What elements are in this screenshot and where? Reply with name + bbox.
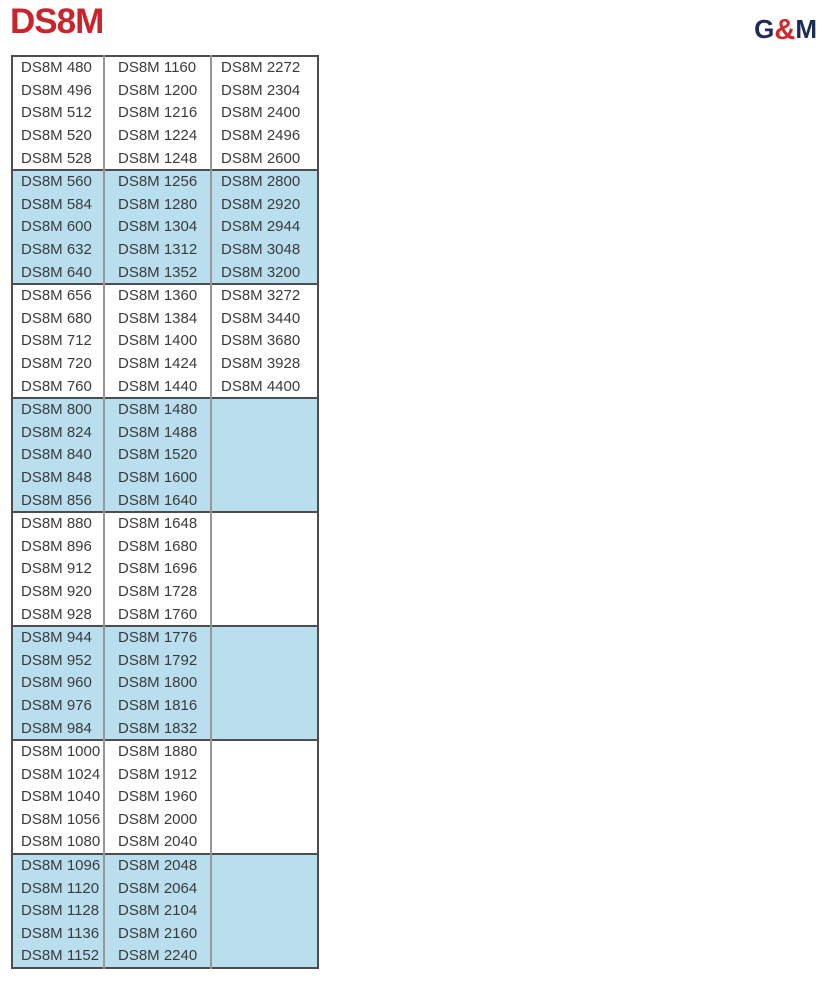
part-number-cell: DS8M 680 bbox=[12, 307, 104, 330]
table-row bbox=[12, 79, 318, 102]
part-number-cell: DS8M 2064 bbox=[104, 877, 211, 900]
part-number-cell: DS8M 1384 bbox=[104, 307, 211, 330]
part-number-cell: DS8M 3200 bbox=[211, 261, 318, 284]
table-row bbox=[12, 444, 318, 467]
table-row bbox=[12, 489, 318, 512]
part-number-cell: DS8M 1200 bbox=[104, 79, 211, 102]
part-number-cell: DS8M 1792 bbox=[104, 649, 211, 672]
part-number-cell: DS8M 848 bbox=[12, 466, 104, 489]
part-number-cell: DS8M 1216 bbox=[104, 102, 211, 125]
table-row bbox=[12, 512, 318, 535]
part-number-cell: DS8M 528 bbox=[12, 147, 104, 170]
table-row bbox=[12, 877, 318, 900]
part-number-cell: DS8M 512 bbox=[12, 102, 104, 125]
part-number-cell: DS8M 1696 bbox=[104, 558, 211, 581]
part-number-cell: DS8M 912 bbox=[12, 558, 104, 581]
part-number-cell: DS8M 1152 bbox=[12, 945, 104, 968]
table-row bbox=[12, 466, 318, 489]
table-row bbox=[12, 261, 318, 284]
part-number-cell: DS8M 1440 bbox=[104, 375, 211, 398]
part-number-cell: DS8M 3272 bbox=[211, 284, 318, 307]
empty-cell bbox=[211, 694, 318, 717]
part-number-cell: DS8M 3680 bbox=[211, 330, 318, 353]
part-number-cell: DS8M 2304 bbox=[211, 79, 318, 102]
part-number-cell: DS8M 1728 bbox=[104, 580, 211, 603]
empty-cell bbox=[211, 831, 318, 854]
table-row bbox=[12, 945, 318, 968]
part-number-cell: DS8M 944 bbox=[12, 626, 104, 649]
part-number-cell: DS8M 1024 bbox=[12, 763, 104, 786]
table-row bbox=[12, 375, 318, 398]
empty-cell bbox=[211, 717, 318, 740]
empty-cell bbox=[211, 899, 318, 922]
part-number-cell: DS8M 3048 bbox=[211, 238, 318, 261]
table-row bbox=[12, 626, 318, 649]
empty-cell bbox=[211, 466, 318, 489]
logo-letter-g: G bbox=[754, 14, 775, 44]
part-number-cell: DS8M 1880 bbox=[104, 740, 211, 763]
part-number-cell: DS8M 1160 bbox=[104, 56, 211, 79]
empty-cell bbox=[211, 626, 318, 649]
part-number-cell: DS8M 2600 bbox=[211, 147, 318, 170]
part-number-cell: DS8M 1816 bbox=[104, 694, 211, 717]
part-number-cell: DS8M 1128 bbox=[12, 899, 104, 922]
empty-cell bbox=[211, 786, 318, 809]
table-row bbox=[12, 147, 318, 170]
table-row bbox=[12, 124, 318, 147]
part-number-cell: DS8M 2496 bbox=[211, 124, 318, 147]
table-row bbox=[12, 193, 318, 216]
part-number-cell: DS8M 656 bbox=[12, 284, 104, 307]
part-number-cell: DS8M 896 bbox=[12, 535, 104, 558]
logo-letter-m: M bbox=[795, 14, 817, 44]
part-number-cell: DS8M 2104 bbox=[104, 899, 211, 922]
table-row bbox=[12, 786, 318, 809]
part-number-cell: DS8M 2800 bbox=[211, 170, 318, 193]
part-number-cell: DS8M 560 bbox=[12, 170, 104, 193]
part-number-cell: DS8M 4400 bbox=[211, 375, 318, 398]
table-row bbox=[12, 763, 318, 786]
part-number-cell: DS8M 1480 bbox=[104, 398, 211, 421]
part-number-cell: DS8M 520 bbox=[12, 124, 104, 147]
part-number-cell: DS8M 1096 bbox=[12, 854, 104, 877]
part-number-cell: DS8M 480 bbox=[12, 56, 104, 79]
part-number-cell: DS8M 952 bbox=[12, 649, 104, 672]
part-number-cell: DS8M 1640 bbox=[104, 489, 211, 512]
empty-cell bbox=[211, 580, 318, 603]
empty-cell bbox=[211, 603, 318, 626]
part-number-cell: DS8M 824 bbox=[12, 421, 104, 444]
table-row bbox=[12, 808, 318, 831]
empty-cell bbox=[211, 854, 318, 877]
empty-cell bbox=[211, 808, 318, 831]
part-number-cell: DS8M 2048 bbox=[104, 854, 211, 877]
part-number-cell: DS8M 1912 bbox=[104, 763, 211, 786]
logo-ampersand: & bbox=[774, 14, 796, 46]
empty-cell bbox=[211, 444, 318, 467]
empty-cell bbox=[211, 945, 318, 968]
part-number-cell: DS8M 1080 bbox=[12, 831, 104, 854]
table-row bbox=[12, 352, 318, 375]
table-row bbox=[12, 284, 318, 307]
table-row bbox=[12, 170, 318, 193]
part-number-cell: DS8M 760 bbox=[12, 375, 104, 398]
empty-cell bbox=[211, 489, 318, 512]
table-row bbox=[12, 580, 318, 603]
empty-cell bbox=[211, 877, 318, 900]
table-row bbox=[12, 740, 318, 763]
table-row bbox=[12, 672, 318, 695]
part-number-cell: DS8M 976 bbox=[12, 694, 104, 717]
part-number-cell: DS8M 928 bbox=[12, 603, 104, 626]
parts-table-body bbox=[12, 56, 318, 968]
empty-cell bbox=[211, 740, 318, 763]
part-number-cell: DS8M 856 bbox=[12, 489, 104, 512]
part-number-cell: DS8M 600 bbox=[12, 216, 104, 239]
part-number-cell: DS8M 2400 bbox=[211, 102, 318, 125]
part-number-cell: DS8M 1760 bbox=[104, 603, 211, 626]
part-number-cell: DS8M 1400 bbox=[104, 330, 211, 353]
part-number-cell: DS8M 1800 bbox=[104, 672, 211, 695]
part-number-cell: DS8M 960 bbox=[12, 672, 104, 695]
part-number-cell: DS8M 720 bbox=[12, 352, 104, 375]
table-row bbox=[12, 854, 318, 877]
part-number-cell: DS8M 984 bbox=[12, 717, 104, 740]
empty-cell bbox=[211, 535, 318, 558]
part-number-cell: DS8M 1600 bbox=[104, 466, 211, 489]
part-number-cell: DS8M 1680 bbox=[104, 535, 211, 558]
table-row bbox=[12, 831, 318, 854]
part-number-cell: DS8M 1424 bbox=[104, 352, 211, 375]
part-number-cell: DS8M 1520 bbox=[104, 444, 211, 467]
part-number-cell: DS8M 1360 bbox=[104, 284, 211, 307]
part-number-cell: DS8M 1280 bbox=[104, 193, 211, 216]
part-number-cell: DS8M 1056 bbox=[12, 808, 104, 831]
table-row bbox=[12, 421, 318, 444]
table-row bbox=[12, 558, 318, 581]
part-number-cell: DS8M 840 bbox=[12, 444, 104, 467]
part-number-cell: DS8M 496 bbox=[12, 79, 104, 102]
part-number-cell: DS8M 1776 bbox=[104, 626, 211, 649]
part-number-cell: DS8M 1832 bbox=[104, 717, 211, 740]
table-row bbox=[12, 238, 318, 261]
page-title: DS8M bbox=[10, 2, 104, 41]
part-number-cell: DS8M 1000 bbox=[12, 740, 104, 763]
table-row bbox=[12, 922, 318, 945]
part-number-cell: DS8M 1120 bbox=[12, 877, 104, 900]
part-number-cell: DS8M 920 bbox=[12, 580, 104, 603]
gm-logo bbox=[754, 16, 817, 45]
part-number-cell: DS8M 2920 bbox=[211, 193, 318, 216]
empty-cell bbox=[211, 763, 318, 786]
parts-table bbox=[11, 55, 319, 969]
table-row bbox=[12, 56, 318, 79]
part-number-cell: DS8M 800 bbox=[12, 398, 104, 421]
part-number-cell: DS8M 3928 bbox=[211, 352, 318, 375]
empty-cell bbox=[211, 672, 318, 695]
empty-cell bbox=[211, 649, 318, 672]
empty-cell bbox=[211, 922, 318, 945]
table-row bbox=[12, 102, 318, 125]
part-number-cell: DS8M 1960 bbox=[104, 786, 211, 809]
part-number-cell: DS8M 2944 bbox=[211, 216, 318, 239]
part-number-cell: DS8M 1648 bbox=[104, 512, 211, 535]
table-row bbox=[12, 330, 318, 353]
part-number-cell: DS8M 1256 bbox=[104, 170, 211, 193]
part-number-cell: DS8M 2240 bbox=[104, 945, 211, 968]
empty-cell bbox=[211, 558, 318, 581]
empty-cell bbox=[211, 421, 318, 444]
table-row bbox=[12, 717, 318, 740]
part-number-cell: DS8M 2040 bbox=[104, 831, 211, 854]
part-number-cell: DS8M 640 bbox=[12, 261, 104, 284]
part-number-cell: DS8M 3440 bbox=[211, 307, 318, 330]
part-number-cell: DS8M 1312 bbox=[104, 238, 211, 261]
part-number-cell: DS8M 712 bbox=[12, 330, 104, 353]
part-number-cell: DS8M 1040 bbox=[12, 786, 104, 809]
table-row bbox=[12, 535, 318, 558]
empty-cell bbox=[211, 398, 318, 421]
part-number-cell: DS8M 2160 bbox=[104, 922, 211, 945]
table-row bbox=[12, 398, 318, 421]
part-number-cell: DS8M 1248 bbox=[104, 147, 211, 170]
table-row bbox=[12, 216, 318, 239]
table-row bbox=[12, 307, 318, 330]
part-number-cell: DS8M 1352 bbox=[104, 261, 211, 284]
table-row bbox=[12, 649, 318, 672]
part-number-cell: DS8M 2272 bbox=[211, 56, 318, 79]
table-row bbox=[12, 603, 318, 626]
part-number-cell: DS8M 880 bbox=[12, 512, 104, 535]
part-number-cell: DS8M 2000 bbox=[104, 808, 211, 831]
part-number-cell: DS8M 1488 bbox=[104, 421, 211, 444]
empty-cell bbox=[211, 512, 318, 535]
part-number-cell: DS8M 1224 bbox=[104, 124, 211, 147]
part-number-cell: DS8M 632 bbox=[12, 238, 104, 261]
part-number-cell: DS8M 1304 bbox=[104, 216, 211, 239]
table-row bbox=[12, 899, 318, 922]
part-number-cell: DS8M 584 bbox=[12, 193, 104, 216]
part-number-cell: DS8M 1136 bbox=[12, 922, 104, 945]
table-row bbox=[12, 694, 318, 717]
